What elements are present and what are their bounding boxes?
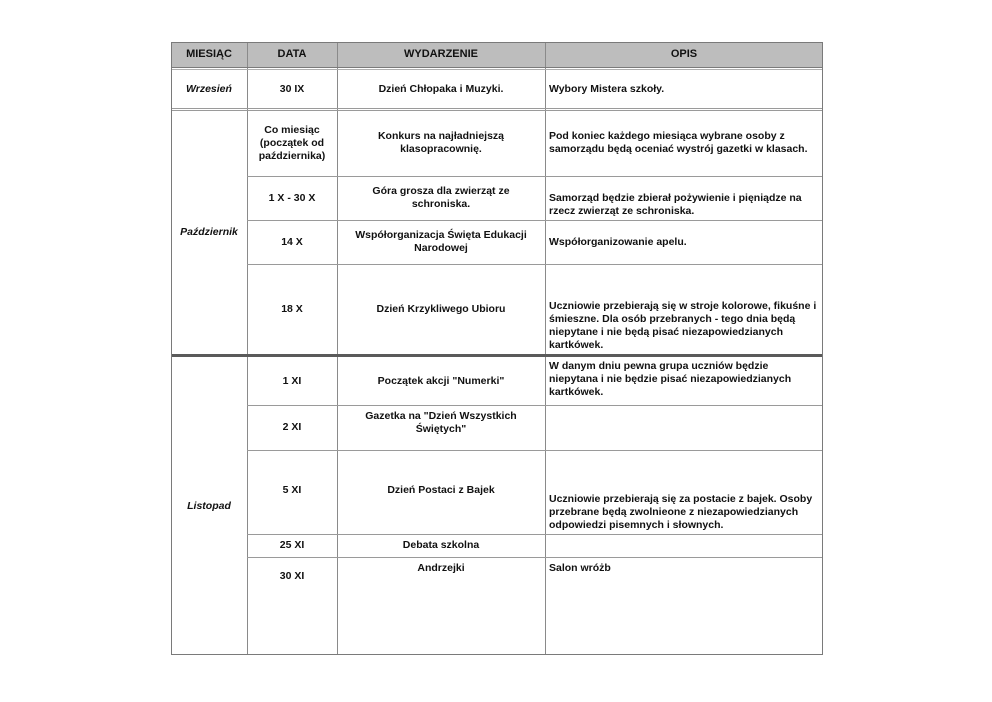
row-description: Samorząd będzie zbierał pożywienie i pięniądze na rzecz zwierząt ze schroniska. — [549, 192, 802, 217]
row-date: 14 X — [281, 235, 303, 248]
row-date: 18 X — [281, 302, 303, 315]
month-october: Październik — [180, 226, 238, 238]
row-description: Współorganizowanie apelu. — [549, 235, 687, 248]
header-event: WYDARZENIE — [337, 42, 545, 67]
row-date: 30 XI — [279, 570, 305, 582]
row-event: Dzień Postaci z Bajek — [387, 484, 495, 496]
row-date: 30 IX — [279, 83, 305, 95]
month-september: Wrzesień — [186, 83, 232, 95]
row-date: 2 XI — [282, 421, 302, 433]
row-description: Wybory Mistera szkoły. — [549, 83, 665, 95]
row-event: Gazetka na "Dzień Wszystkich Świętych" — [365, 410, 517, 435]
row-description: Uczniowie przebierają się za postacie z bajek. Osoby przebrane będą zwolnieone z niezapowiedzianych odpowiedzi pisemnych i słownych. — [549, 493, 813, 531]
row-date: 1 X - 30 X — [268, 191, 316, 204]
row-event: Dzień Chłopaka i Muzyki. — [378, 83, 504, 95]
row-description: Salon wróżb — [549, 562, 611, 574]
row-description: W danym dniu pewna grupa uczniów będzie niepytana i nie będzie pisać niezapowiedzianych kartkówek. — [549, 360, 792, 398]
header-date: DATA — [247, 42, 337, 67]
row-event: Andrzejki — [417, 562, 465, 574]
row-date: 25 XI — [279, 539, 305, 551]
row-date: 1 XI — [282, 374, 302, 387]
table-border — [171, 42, 823, 655]
row-event: Początek akcji "Numerki" — [377, 374, 505, 387]
events-table — [171, 42, 823, 655]
header-month: MIESIĄC — [171, 42, 247, 67]
row-date: 5 XI — [282, 484, 302, 496]
row-event: Góra grosza dla zwierząt ze schroniska. — [372, 185, 510, 210]
row-date: Co miesiąc (początek od października) — [258, 123, 326, 162]
row-event: Współorganizacja Święta Edukacji Narodowej — [355, 229, 527, 254]
header-description: OPIS — [545, 42, 823, 67]
row-event: Debata szkolna — [402, 539, 480, 551]
row-event: Konkurs na najładniejszą klasopracownię. — [377, 130, 505, 155]
row-description: Uczniowie przebierają się w stroje kolorowe, fikuśne i śmieszne. Dla osób przebranych - tego dnia będą niepytane i nie będą pisać niezapowiedzianych kartkówek. — [549, 300, 817, 351]
month-november: Listopad — [187, 499, 231, 512]
row-description: Pod koniec każdego miesiąca wybrane osoby z samorządu będą oceniać wystrój gazetki w klasach. — [549, 130, 808, 155]
row-event: Dzień Krzykliwego Ubioru — [376, 302, 506, 315]
